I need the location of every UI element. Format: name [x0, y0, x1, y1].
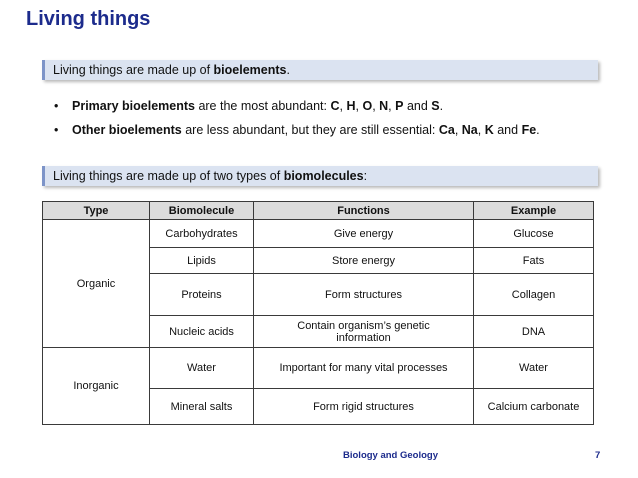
element-symbol: S — [431, 99, 440, 113]
bullet-text: are the most abundant: — [194, 99, 331, 113]
function-cell: Important for many vital processes — [254, 348, 474, 389]
page-number: 7 — [595, 450, 601, 461]
example-cell: Water — [474, 348, 594, 389]
example-cell: Glucose — [474, 220, 594, 248]
function-cell: Give energy — [254, 220, 474, 248]
function-cell: Store energy — [254, 248, 474, 274]
element-symbol: Ca — [438, 123, 455, 137]
element-symbol: C — [330, 99, 340, 113]
element-symbol: P — [395, 99, 404, 113]
table-header-row — [43, 202, 594, 220]
end-text: . — [536, 123, 540, 137]
bullet-lead: Primary bioelements — [72, 99, 195, 113]
type-cell-organic: Organic — [43, 220, 150, 348]
element-symbol: K — [484, 123, 494, 137]
separator: , — [339, 99, 347, 113]
banner-text-end: . — [286, 63, 290, 77]
element-symbol: Na — [461, 123, 478, 137]
banner-text: Living things are made up of — [53, 63, 214, 77]
bioelements-list — [48, 94, 540, 142]
type-cell-inorganic: Inorganic — [43, 348, 150, 425]
separator: , — [372, 99, 380, 113]
bioelements-banner — [42, 60, 598, 80]
biomolecule-cell: Water — [150, 348, 254, 389]
biomolecule-cell: Carbohydrates — [150, 220, 254, 248]
example-cell: Collagen — [474, 274, 594, 316]
element-symbol: H — [346, 99, 356, 113]
banner-text: Living things are made up of two types of — [53, 169, 284, 183]
function-cell: Form rigid structures — [254, 389, 474, 425]
separator: , — [477, 123, 485, 137]
page-title: Living things — [26, 8, 151, 30]
example-cell: Fats — [474, 248, 594, 274]
separator: , — [388, 99, 396, 113]
example-cell: DNA — [474, 316, 594, 348]
and-text: and — [403, 99, 432, 113]
banner-bold-term: bioelements — [213, 63, 287, 77]
list-item-primary — [48, 94, 540, 118]
header-type: Type — [43, 202, 150, 220]
list-item-other — [48, 118, 540, 142]
footer-subject: Biology and Geology — [343, 450, 439, 461]
function-cell: Contain organism’s genetic information — [254, 316, 474, 348]
bullet-lead: Other bioelements — [72, 123, 182, 137]
function-cell: Form structures — [254, 274, 474, 316]
bullet-marker: • — [54, 99, 59, 113]
bullet-marker: • — [54, 123, 59, 137]
end-text: . — [439, 99, 444, 113]
and-text: and — [493, 123, 522, 137]
separator: , — [454, 123, 462, 137]
element-symbol: O — [362, 99, 373, 113]
biomolecule-cell: Nucleic acids — [150, 316, 254, 348]
banner-bold-term: biomolecules — [283, 169, 364, 183]
table-row — [43, 220, 594, 248]
example-cell: Calcium carbonate — [474, 389, 594, 425]
biomolecule-cell: Mineral salts — [150, 389, 254, 425]
header-example: Example — [474, 202, 594, 220]
biomolecules-banner — [42, 166, 598, 186]
element-symbol: Fe — [521, 123, 537, 137]
bullet-text: are less abundant, but they are still essential: — [181, 123, 439, 137]
header-functions: Functions — [254, 202, 474, 220]
separator: , — [355, 99, 363, 113]
element-symbol: N — [379, 99, 389, 113]
header-biomolecule: Biomolecule — [150, 202, 254, 220]
biomolecule-cell: Proteins — [150, 274, 254, 316]
table-row — [43, 348, 594, 389]
banner-text-end: : — [363, 169, 368, 183]
biomolecule-cell: Lipids — [150, 248, 254, 274]
biomolecules-table — [42, 201, 594, 425]
